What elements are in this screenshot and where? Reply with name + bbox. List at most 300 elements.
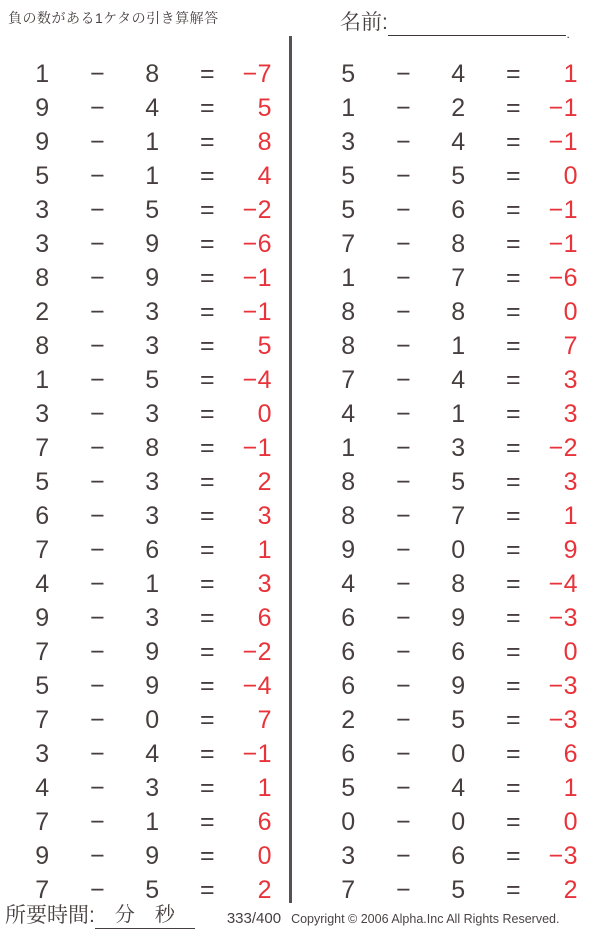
problem-row	[0, 91, 290, 125]
answer: 3	[563, 468, 578, 496]
answer: 5	[257, 332, 272, 360]
minuend: 1	[341, 94, 356, 122]
page-title: 負の数がある1ケタの引き算解答	[8, 10, 219, 26]
minus-sign: −	[89, 842, 106, 870]
answer: −1	[242, 298, 272, 326]
minuend: 2	[35, 298, 50, 326]
answer: −4	[548, 570, 578, 598]
minus-sign: −	[89, 740, 106, 768]
minuend: 3	[341, 842, 356, 870]
problem-row	[0, 567, 290, 601]
subtrahend: 9	[451, 672, 466, 700]
answer: −2	[242, 196, 272, 224]
minuend: 9	[35, 128, 50, 156]
minus-sign: −	[89, 570, 106, 598]
minus-sign: −	[395, 94, 412, 122]
time-blank-line	[95, 902, 195, 929]
equals-sign: =	[199, 332, 216, 360]
answer: −6	[242, 230, 272, 258]
problem-row	[306, 125, 596, 159]
equals-sign: =	[505, 400, 522, 428]
minuend: 9	[35, 604, 50, 632]
minuend: 1	[35, 60, 50, 88]
subtrahend: 6	[451, 638, 466, 666]
name-blank-line	[388, 11, 570, 41]
minus-sign: −	[89, 366, 106, 394]
problem-row	[306, 839, 596, 873]
minus-sign: −	[395, 876, 412, 904]
minuend: 5	[341, 60, 356, 88]
minuend: 3	[35, 230, 50, 258]
equals-sign: =	[505, 468, 522, 496]
minuend: 6	[341, 740, 356, 768]
problem-row	[0, 431, 290, 465]
equals-sign: =	[199, 60, 216, 88]
minuend: 4	[341, 400, 356, 428]
minus-sign: −	[395, 808, 412, 836]
minuend: 7	[35, 434, 50, 462]
subtrahend: 5	[451, 468, 466, 496]
problem-row	[0, 227, 290, 261]
problem-row	[306, 193, 596, 227]
answer: 8	[257, 128, 272, 156]
problem-row	[0, 635, 290, 669]
answer: 6	[257, 604, 272, 632]
minuend: 2	[341, 706, 356, 734]
subtrahend: 0	[451, 740, 466, 768]
subtrahend: 9	[145, 672, 160, 700]
problem-row	[306, 533, 596, 567]
minus-sign: −	[395, 536, 412, 564]
answer: 1	[563, 60, 578, 88]
minuend: 4	[35, 570, 50, 598]
minuend: 0	[341, 808, 356, 836]
subtrahend: 1	[451, 332, 466, 360]
answer: 3	[257, 570, 272, 598]
equals-sign: =	[199, 366, 216, 394]
problem-row	[0, 499, 290, 533]
equals-sign: =	[505, 808, 522, 836]
subtrahend: 8	[451, 570, 466, 598]
minutes-label: 分	[114, 904, 135, 926]
problem-row	[306, 703, 596, 737]
problem-row	[0, 363, 290, 397]
answer: 4	[257, 162, 272, 190]
minuend: 5	[35, 468, 50, 496]
equals-sign: =	[505, 60, 522, 88]
equals-sign: =	[199, 230, 216, 258]
answer: 3	[257, 502, 272, 530]
minuend: 9	[35, 94, 50, 122]
problem-row	[0, 261, 290, 295]
problem-row	[306, 465, 596, 499]
minus-sign: −	[89, 774, 106, 802]
answer: 5	[257, 94, 272, 122]
minuend: 5	[341, 774, 356, 802]
minuend: 6	[35, 502, 50, 530]
subtrahend: 3	[145, 298, 160, 326]
equals-sign: =	[199, 706, 216, 734]
minus-sign: −	[89, 196, 106, 224]
answer: −2	[242, 638, 272, 666]
subtrahend: 9	[145, 638, 160, 666]
equals-sign: =	[199, 94, 216, 122]
minuend: 1	[35, 366, 50, 394]
answer: −1	[242, 434, 272, 462]
minus-sign: −	[395, 570, 412, 598]
minus-sign: −	[89, 468, 106, 496]
minus-sign: −	[89, 400, 106, 428]
subtrahend: 5	[145, 196, 160, 224]
minus-sign: −	[395, 740, 412, 768]
footer	[5, 899, 595, 929]
equals-sign: =	[505, 638, 522, 666]
problem-row	[0, 57, 290, 91]
equals-sign: =	[505, 94, 522, 122]
subtrahend: 3	[145, 604, 160, 632]
answer: 2	[257, 876, 272, 904]
equals-sign: =	[505, 196, 522, 224]
subtrahend: 7	[451, 502, 466, 530]
minuend: 8	[341, 502, 356, 530]
minuend: 7	[35, 876, 50, 904]
equals-sign: =	[199, 196, 216, 224]
subtrahend: 1	[451, 400, 466, 428]
equals-sign: =	[505, 298, 522, 326]
minuend: 3	[35, 400, 50, 428]
answer: 7	[257, 706, 272, 734]
answer: 1	[257, 536, 272, 564]
minus-sign: −	[395, 434, 412, 462]
minus-sign: −	[89, 808, 106, 836]
subtrahend: 4	[145, 740, 160, 768]
equals-sign: =	[505, 128, 522, 156]
minus-sign: −	[395, 366, 412, 394]
minus-sign: −	[395, 264, 412, 292]
equals-sign: =	[199, 128, 216, 156]
equals-sign: =	[505, 740, 522, 768]
problem-row	[306, 567, 596, 601]
subtrahend: 8	[451, 230, 466, 258]
answer: −3	[548, 604, 578, 632]
minus-sign: −	[89, 94, 106, 122]
equals-sign: =	[505, 842, 522, 870]
minuend: 7	[35, 638, 50, 666]
problem-row	[0, 329, 290, 363]
subtrahend: 7	[451, 264, 466, 292]
equals-sign: =	[199, 570, 216, 598]
equals-sign: =	[199, 502, 216, 530]
minus-sign: −	[89, 332, 106, 360]
problem-row	[0, 159, 290, 193]
answer: −1	[242, 740, 272, 768]
name-field	[340, 6, 570, 41]
answer: 3	[563, 366, 578, 394]
problem-row	[306, 295, 596, 329]
minuend: 8	[35, 332, 50, 360]
subtrahend: 5	[145, 366, 160, 394]
equals-sign: =	[505, 876, 522, 904]
problem-row	[306, 159, 596, 193]
subtrahend: 6	[451, 196, 466, 224]
minus-sign: −	[395, 230, 412, 258]
minuend: 5	[35, 162, 50, 190]
minus-sign: −	[395, 672, 412, 700]
minuend: 8	[341, 332, 356, 360]
minuend: 1	[341, 264, 356, 292]
minuend: 5	[35, 672, 50, 700]
problem-row	[0, 601, 290, 635]
equals-sign: =	[505, 434, 522, 462]
minus-sign: −	[89, 264, 106, 292]
answer: 0	[563, 162, 578, 190]
minuend: 7	[35, 706, 50, 734]
minuend: 7	[341, 230, 356, 258]
seconds-label: 秒	[154, 904, 175, 926]
answer: 0	[257, 400, 272, 428]
equals-sign: =	[505, 230, 522, 258]
minuend: 7	[341, 366, 356, 394]
subtrahend: 0	[451, 808, 466, 836]
minus-sign: −	[395, 60, 412, 88]
subtrahend: 3	[451, 434, 466, 462]
minus-sign: −	[395, 162, 412, 190]
minuend: 3	[35, 740, 50, 768]
problem-row	[0, 533, 290, 567]
answer: −6	[548, 264, 578, 292]
answer: −3	[548, 842, 578, 870]
subtrahend: 1	[145, 570, 160, 598]
minuend: 9	[35, 842, 50, 870]
subtrahend: 5	[451, 706, 466, 734]
equals-sign: =	[505, 264, 522, 292]
problem-row	[306, 805, 596, 839]
minus-sign: −	[89, 536, 106, 564]
problem-row	[306, 57, 596, 91]
problem-row	[0, 771, 290, 805]
problems-right	[306, 57, 596, 907]
problem-row	[0, 465, 290, 499]
minuend: 6	[341, 672, 356, 700]
problem-row	[0, 805, 290, 839]
subtrahend: 8	[145, 434, 160, 462]
problem-row	[306, 635, 596, 669]
problem-row	[306, 771, 596, 805]
equals-sign: =	[505, 536, 522, 564]
minuend: 5	[341, 162, 356, 190]
subtrahend: 0	[145, 706, 160, 734]
answer: 0	[257, 842, 272, 870]
name-label: 名前:	[340, 11, 388, 34]
minus-sign: −	[395, 502, 412, 530]
problem-row	[306, 499, 596, 533]
minus-sign: −	[89, 706, 106, 734]
equals-sign: =	[199, 638, 216, 666]
answer: −1	[548, 128, 578, 156]
problem-row	[306, 397, 596, 431]
minus-sign: −	[395, 706, 412, 734]
problem-row	[0, 295, 290, 329]
minuend: 6	[341, 638, 356, 666]
answer: 6	[257, 808, 272, 836]
subtrahend: 6	[451, 842, 466, 870]
problem-row	[306, 431, 596, 465]
equals-sign: =	[199, 264, 216, 292]
answer: −1	[548, 94, 578, 122]
name-line-end-mark: .	[566, 27, 570, 41]
equals-sign: =	[199, 876, 216, 904]
equals-sign: =	[199, 162, 216, 190]
equals-sign: =	[199, 536, 216, 564]
equals-sign: =	[505, 162, 522, 190]
problem-row	[0, 839, 290, 873]
subtrahend: 9	[145, 842, 160, 870]
subtrahend: 3	[145, 400, 160, 428]
answer: −7	[242, 60, 272, 88]
problem-row	[306, 329, 596, 363]
answer: 1	[257, 774, 272, 802]
problem-row	[306, 227, 596, 261]
minus-sign: −	[89, 128, 106, 156]
answer: −1	[548, 196, 578, 224]
problem-row	[0, 703, 290, 737]
subtrahend: 9	[451, 604, 466, 632]
answer: 2	[257, 468, 272, 496]
minus-sign: −	[89, 434, 106, 462]
minuend: 4	[341, 570, 356, 598]
minus-sign: −	[395, 128, 412, 156]
minuend: 7	[35, 808, 50, 836]
problem-row	[306, 91, 596, 125]
answer: −2	[548, 434, 578, 462]
minuend: 8	[341, 298, 356, 326]
subtrahend: 5	[451, 162, 466, 190]
minus-sign: −	[395, 400, 412, 428]
subtrahend: 4	[451, 774, 466, 802]
equals-sign: =	[505, 672, 522, 700]
problem-row	[0, 737, 290, 771]
minuend: 5	[341, 196, 356, 224]
equals-sign: =	[505, 604, 522, 632]
subtrahend: 4	[451, 60, 466, 88]
answer: −4	[242, 672, 272, 700]
equals-sign: =	[199, 842, 216, 870]
minus-sign: −	[89, 60, 106, 88]
minus-sign: −	[395, 468, 412, 496]
subtrahend: 3	[145, 332, 160, 360]
problem-row	[306, 261, 596, 295]
answer: 3	[563, 400, 578, 428]
minus-sign: −	[89, 230, 106, 258]
answer: 9	[563, 536, 578, 564]
answer: −1	[242, 264, 272, 292]
time-required-label: 所要時間:	[5, 904, 95, 927]
equals-sign: =	[199, 740, 216, 768]
answer: 6	[563, 740, 578, 768]
subtrahend: 3	[145, 774, 160, 802]
minus-sign: −	[89, 604, 106, 632]
subtrahend: 6	[145, 536, 160, 564]
equals-sign: =	[199, 298, 216, 326]
minuend: 1	[341, 434, 356, 462]
problem-row	[0, 193, 290, 227]
minuend: 7	[35, 536, 50, 564]
equals-sign: =	[505, 774, 522, 802]
answer: −1	[548, 230, 578, 258]
subtrahend: 1	[145, 162, 160, 190]
equals-sign: =	[199, 808, 216, 836]
answer: −3	[548, 672, 578, 700]
answer: 0	[563, 298, 578, 326]
subtrahend: 8	[451, 298, 466, 326]
equals-sign: =	[199, 468, 216, 496]
minuend: 7	[341, 876, 356, 904]
minus-sign: −	[89, 298, 106, 326]
subtrahend: 4	[145, 94, 160, 122]
problem-row	[0, 669, 290, 703]
minuend: 6	[341, 604, 356, 632]
problem-row	[306, 601, 596, 635]
minuend: 3	[341, 128, 356, 156]
problem-row	[306, 737, 596, 771]
answer: −3	[548, 706, 578, 734]
subtrahend: 5	[145, 876, 160, 904]
minus-sign: −	[89, 672, 106, 700]
equals-sign: =	[505, 570, 522, 598]
equals-sign: =	[505, 502, 522, 530]
minuend: 8	[341, 468, 356, 496]
problem-row	[0, 397, 290, 431]
equals-sign: =	[199, 400, 216, 428]
equals-sign: =	[505, 706, 522, 734]
minus-sign: −	[395, 196, 412, 224]
minus-sign: −	[395, 332, 412, 360]
page-number: 333/400	[226, 910, 282, 927]
problems-left	[0, 57, 290, 907]
subtrahend: 9	[145, 230, 160, 258]
copyright-text: Copyright © 2006 Alpha.Inc All Rights Reserved.	[291, 912, 560, 926]
minuend: 8	[35, 264, 50, 292]
problem-row	[306, 363, 596, 397]
minus-sign: −	[89, 876, 106, 904]
problem-row	[306, 669, 596, 703]
subtrahend: 8	[145, 60, 160, 88]
equals-sign: =	[199, 672, 216, 700]
subtrahend: 5	[451, 876, 466, 904]
subtrahend: 2	[451, 94, 466, 122]
answer: 1	[563, 502, 578, 530]
minus-sign: −	[395, 774, 412, 802]
answer: −4	[242, 366, 272, 394]
minus-sign: −	[395, 638, 412, 666]
subtrahend: 3	[145, 502, 160, 530]
minuend: 4	[35, 774, 50, 802]
equals-sign: =	[199, 434, 216, 462]
answer: 7	[563, 332, 578, 360]
answer: 2	[563, 876, 578, 904]
equals-sign: =	[199, 774, 216, 802]
minuend: 3	[35, 196, 50, 224]
subtrahend: 3	[145, 468, 160, 496]
minus-sign: −	[89, 162, 106, 190]
minus-sign: −	[89, 502, 106, 530]
subtrahend: 0	[451, 536, 466, 564]
minuend: 9	[341, 536, 356, 564]
answer: 1	[563, 774, 578, 802]
equals-sign: =	[199, 604, 216, 632]
equals-sign: =	[505, 332, 522, 360]
problem-row	[0, 125, 290, 159]
